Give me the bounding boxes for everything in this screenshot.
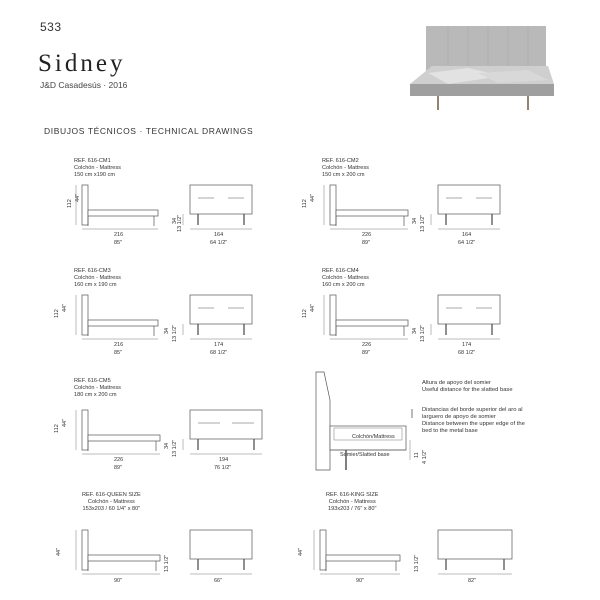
- height-in-king: 44": [298, 547, 304, 556]
- width-in-cm1: 64 1/2": [210, 240, 228, 246]
- spec-cm5: REF. 616-CM5 Colchón - Mattress 180 cm x 200 cm: [74, 378, 121, 398]
- spec-queen: REF. 616-QUEEN SIZE Colchón - Mattress 153x203 / 60 1/4" x 80": [82, 492, 141, 512]
- side-view-cm1: [76, 185, 158, 229]
- note-metal-base: Distancias del borde superior del aro al larguero de apoyo de somier Distance between the upper edge of the bed to the metal base: [422, 407, 525, 434]
- spec-king: REF. 616-KING SIZE Colchón - Mattress 193x203 / 76" x 80": [326, 492, 379, 512]
- front-view-cm1: [183, 185, 252, 229]
- length-cm-cm1: 216: [114, 232, 124, 238]
- length-in-cm3: 85": [114, 350, 123, 356]
- width-cm-cm3: 174: [214, 342, 224, 348]
- side-view-cm2: [324, 185, 408, 229]
- length-in-king: 90": [356, 578, 365, 584]
- length-cm-cm4: 226: [362, 342, 372, 348]
- spec-cm1: REF. 616-CM1 Colchón - Mattress 150 cm x190 cm: [74, 158, 121, 178]
- width-cm-cm5: 194: [219, 457, 229, 463]
- spec-cm3: REF. 616-CM3 Colchón - Mattress 160 cm x 190 cm: [74, 268, 121, 288]
- leg-cm-cm2: 34: [412, 217, 418, 224]
- width-cm-cm4: 174: [462, 342, 472, 348]
- gap-cm: 11: [414, 452, 420, 458]
- length-in-cm4: 89": [362, 350, 371, 356]
- width-cm-cm2: 164: [462, 232, 472, 238]
- side-view-king: [314, 530, 400, 574]
- spec-cm2: REF. 616-CM2 Colchón - Mattress 150 cm x 200 cm: [322, 158, 369, 178]
- spec-cm4: REF. 616-CM4 Colchón - Mattress 160 cm x 200 cm: [322, 268, 369, 288]
- page-number: 533: [40, 20, 62, 34]
- leg-cm-cm1: 34: [172, 217, 178, 224]
- side-view-cm4: [324, 295, 408, 339]
- leg-in-queen: 13 1/2": [164, 554, 170, 572]
- width-in-cm4: 68 1/2": [458, 350, 476, 356]
- width-in-cm2: 64 1/2": [458, 240, 476, 246]
- mattress-label: Colchón/Mattress: [352, 434, 395, 440]
- side-view-queen: [76, 530, 160, 574]
- leg-in-cm2: 13 1/2": [420, 214, 426, 232]
- slatted-base-label: Somier/Slatted base: [340, 452, 390, 458]
- width-cm-cm1: 164: [214, 232, 224, 238]
- note-slatted-base: Altura de apoyo del somier Useful distance for the slatted base: [422, 380, 513, 393]
- product-title: Sidney: [38, 50, 126, 77]
- height-cm-cm5: 112: [54, 424, 60, 433]
- height-in-queen: 44": [56, 547, 62, 556]
- leg-cm-cm4: 34: [412, 327, 418, 334]
- length-in-cm1: 85": [114, 240, 123, 246]
- height-in-cm3: 44": [62, 303, 68, 312]
- height-cm-cm3: 112: [54, 309, 60, 318]
- height-cm-cm2: 112: [302, 199, 308, 208]
- front-view-cm3: [183, 295, 252, 339]
- length-in-cm5: 89": [114, 465, 123, 471]
- section-title: DIBUJOS TÉCNICOS · TECHNICAL DRAWINGS: [44, 126, 254, 136]
- leg-in-cm1: 13 1/2": [177, 214, 183, 232]
- front-view-cm5: [183, 410, 262, 454]
- gap-in: 4 1/2": [422, 449, 428, 464]
- height-in-cm5: 44": [62, 418, 68, 427]
- length-in-queen: 90": [114, 578, 123, 584]
- length-cm-cm5: 226: [114, 457, 124, 463]
- height-in-cm4: 44": [310, 303, 316, 312]
- height-in-cm1: 44": [75, 193, 81, 202]
- leg-in-cm3: 13 1/2": [172, 324, 178, 342]
- leg-cm-cm3: 34: [164, 327, 170, 334]
- leg-in-king: 13 1/2": [414, 554, 420, 572]
- leg-in-cm4: 13 1/2": [420, 324, 426, 342]
- length-in-cm2: 89": [362, 240, 371, 246]
- side-view-cm5: [76, 410, 160, 454]
- length-cm-cm3: 216: [114, 342, 124, 348]
- width-in-queen: 66": [214, 578, 223, 584]
- side-view-cm3: [76, 295, 158, 339]
- designer-subtitle: J&D Casadesús · 2016: [40, 80, 128, 90]
- front-view-cm2: [431, 185, 500, 229]
- front-view-king: [438, 530, 512, 574]
- front-view-queen: [190, 530, 252, 574]
- leg-cm-cm5: 34: [164, 442, 170, 449]
- length-cm-cm2: 226: [362, 232, 372, 238]
- leg-in-cm5: 13 1/2": [172, 439, 178, 457]
- width-in-king: 82": [468, 578, 477, 584]
- height-cm-cm1: 112: [67, 199, 73, 208]
- width-in-cm5: 76 1/2": [214, 465, 232, 471]
- width-in-cm3: 68 1/2": [210, 350, 228, 356]
- front-view-cm4: [431, 295, 500, 339]
- height-in-cm2: 44": [310, 193, 316, 202]
- height-cm-cm4: 112: [302, 309, 308, 318]
